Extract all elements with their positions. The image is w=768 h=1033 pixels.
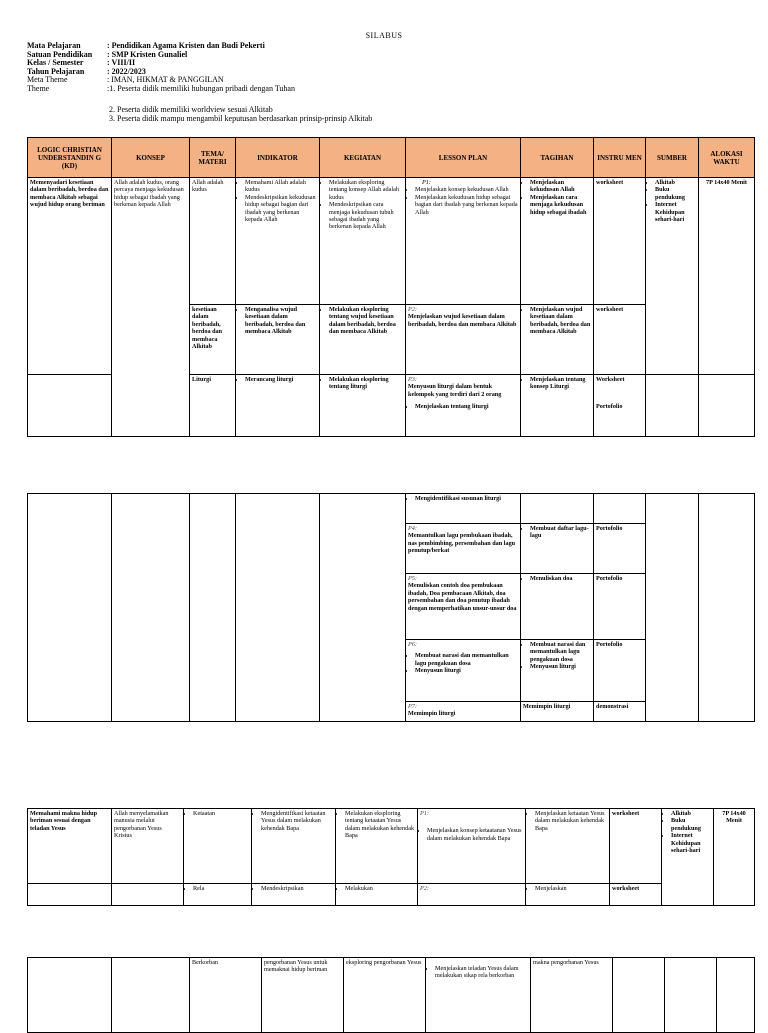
lesson-plan-cell: P2: [418,884,526,906]
lesson-plan-cell [406,375,521,437]
kegiatan-cell [336,809,418,884]
tema-cell: Berkorban [190,958,262,1033]
tema-cell [184,809,252,884]
list-item: • Melakukan eksploring tentang konsep Allah adalah kudus [329,179,403,201]
tema-cell: kesetiaan dalam beribadah, berdoa dan membaca Alkitab [190,305,236,375]
instrumen-cell-empty [594,494,646,524]
header-kd: LOGIC CHRISTIAN UNDERSTANDIN G (KD) [28,138,112,178]
lesson-plan-cell [406,494,521,524]
meta-value: :1. Peserta didik memiliki hubungan pribadi dengan Tuhan [107,83,295,93]
header-instrumen: INSTRU MEN [594,138,646,178]
kegiatan-cell-empty [320,494,406,722]
meta-row [27,85,295,94]
objective-line: 2. Peserta didik memiliki worldview sesuai Alkitab [109,105,273,114]
plan-code: P1: [420,810,429,817]
meta-label: Tahun Pelajaran [27,66,85,76]
tagihan-cell [521,178,594,305]
list-item: • Mendeskripsikan [261,885,333,892]
tema-cell: Allah adalah kudus [190,178,236,305]
tagihan-cell [521,574,594,640]
list-item: • Menjelaskan konsep kekudusan Allah [415,186,518,193]
lesson-plan-cell [406,305,521,375]
alokasi-cell: 7P 14x40 Menit [714,809,755,906]
tagihan-cell: Memimpin liturgi [521,702,594,722]
lesson-plan-cell [406,640,521,702]
lesson-plan-cell [406,178,521,305]
instrumen-cell: worksheet [610,809,662,884]
instrumen-cell [594,375,646,437]
sumber-cell-empty [646,494,699,722]
list-item: • Rela [193,885,249,892]
plan-code: P6: [408,641,417,648]
indikator-cell: pengorbanan Yesus untuk memaknai hidup beriman [262,958,344,1033]
list-item: • Mengidentifikasi ketaatan Yesus dalam melakukan kehendak Bapa [261,810,333,832]
kegiatan-cell [336,884,418,906]
konsep-cell-empty [112,494,190,722]
meta-value: : Pendidikan Agama Kristen dan Budi Pekerti [107,41,265,50]
syllabus-table-4 [27,957,755,1033]
instrumen-text: Portofolio [596,403,623,411]
instrumen-cell: worksheet [594,178,646,305]
list-item: • Membuat narasi dan memantulkan lagu pengakuan dosa [415,652,518,667]
header-indikator: INDIKATOR [236,138,320,178]
tagihan-cell [521,524,594,574]
list-item: • Buku pendukung [671,817,711,832]
konsep-cell: Allah menyelamatkan manusia melalui pengorbanan Yesus Kristus [112,809,184,884]
tema-cell: Liturgi [190,375,236,437]
document-title: SILABUS [365,31,403,40]
table-row [28,494,755,524]
kd-cell-empty [28,375,112,437]
meta-label: Satuan Pendidikan [27,49,93,59]
kd-cell-empty [28,884,112,906]
plan-code: P2: [408,306,417,313]
alokasi-cell-empty [717,958,755,1033]
meta-label: Theme [27,83,50,93]
tagihan-cell [521,640,594,702]
kegiatan-cell [320,375,406,437]
indikator-cell [252,884,336,906]
list-item: • Melakukan eksploring tentang ketaatan Yesus dalam melakukan kehendak Bapa [345,810,415,840]
tagihan-cell [521,375,594,437]
tagihan-cell-empty [521,494,594,524]
header-lesson-plan: LESSON PLAN [406,138,521,178]
kd-cell: Memahami makna hidup beriman sesuai dengan teladan Yesus [28,809,112,884]
list-item: • Menjelaskan kekudusan hidup sebagai bagian dari ibadah yang berkenan kepada Allah [415,194,518,216]
plan-text: Menjelaskan wujud kesetiaan dalam beribadah, berdoa dan membaca Alkitab [408,313,517,328]
header-alokasi: ALOKASI WAKTU [699,138,755,178]
list-item: • Mendeskripsikan cara menjaga kekudusan tubuh sebagai ibadah yang berkenan kepada Allah [329,201,403,231]
instrumen-cell: worksheet [610,884,662,906]
alokasi-cell-empty [699,494,755,722]
tema-cell [184,884,252,906]
list-item: • Melakukan eksploring tentang wujud kesetiaan dalam beribadah, berdoa dan membaca Alkitab [329,306,403,336]
table-row [28,884,755,906]
list-item: • Menjelaskan ketaatan Yesus dalam melakukan kehendak Bapa [535,810,607,832]
list-item: • Membuat narasi dan memantulkan lagu pengakuan dosa [530,641,591,663]
syllabus-table-2 [27,493,755,722]
lesson-plan-cell [406,574,521,640]
sumber-cell-empty [646,375,699,437]
table-row [28,178,755,305]
meta-value: : SMP Kristen Gunaliel [107,49,188,59]
meta-value: : VIII/II [107,58,136,68]
tagihan-cell [526,809,610,884]
indikator-cell [252,809,336,884]
plan-text: Menuliskan contoh doa pembukaan ibadah, Doa pembacaan Alkitab, doa persembahan dan doa penutup ibadah dengan memperhatikan unsur-unsur doa [408,582,517,612]
list-item: • Alkitab [671,810,711,817]
indikator-cell-empty [236,494,320,722]
alokasi-cell-empty [699,375,755,437]
list-item: • Menjelaskan teladan Yesus dalam melakukan sikap rela berkorban [435,965,528,980]
tagihan-cell [526,884,610,906]
list-item: • Buku pendukung [655,186,696,201]
meta-value: : 2022/2023 [107,66,146,76]
tagihan-cell [521,305,594,375]
sumber-cell [646,178,699,375]
kd-cell-empty [28,494,112,722]
lesson-plan-cell [406,524,521,574]
meta-label: Meta Theme [27,75,68,85]
syllabus-meta [27,42,295,94]
kegiatan-cell [320,178,406,305]
list-item: • Menyusun liturgi [530,663,591,670]
list-item: • Menjelaskan tentang konsep Liturgi [530,376,591,391]
tagihan-cell: makna pengorbanan Yesus [531,958,613,1033]
konsep-cell-empty [112,884,184,906]
meta-value: : IMAN, HIKMAT & PANGGILAN [107,75,224,85]
lesson-plan-cell [418,809,526,884]
list-item: • Mengidentifikasi susunan liturgi [415,495,518,502]
list-item: • Alkitab [655,179,696,186]
objective-line: 3. Peserta didik mampu mengambil keputusan berdasarkan prinsip-prinsip Alkitab [109,114,373,123]
list-item: • Menyusun liturgi [415,667,518,674]
kd-cell-empty [28,958,112,1033]
list-item: • Menjelaskan cara menjaga kekudusan hidup sebagai ibadah [530,194,591,216]
header-tema: TEMA/ MATERI [190,138,236,178]
sumber-cell [662,809,714,906]
list-item: • Merancang liturgi [245,376,317,383]
plan-code: P5: [408,575,417,582]
list-item: • Internet Kehidupan sehari-hari [655,201,696,223]
lesson-plan-cell [426,958,531,1033]
table-row [28,809,755,884]
instrumen-cell: Portofolio [594,574,646,640]
indikator-cell [236,375,320,437]
plan-code: P4: [408,525,417,532]
indikator-cell [236,178,320,305]
list-item: • Melakukan eksploring tentang liturgi [329,376,403,391]
list-item: • Membuat daftar lagu-lagu [530,525,591,540]
tema-cell-empty [190,494,236,722]
kd-cell: Memenyadari kesetiaan dalam beribadah, berdoa dan membaca Alkitab sebagai wujud hidup orang beriman [28,178,112,375]
plan-code: P3: [408,376,417,383]
plan-code: P1: [422,179,431,186]
list-item: • Menjelaskan konsep ketaatanan Yesus dalam melakukan kehendak Bapa [427,827,523,842]
header-tagihan: TAGIHAN [521,138,594,178]
kegiatan-cell: eksploring pengorbanan Yesus [344,958,426,1033]
list-item: • Menganalisa wujud kesetiaan dalam beribadah, berdoa dan membaca Alkitab [245,306,317,336]
instrumen-cell: Portofolio [594,524,646,574]
instrumen-cell-empty [613,958,665,1033]
list-item: • Mendeskripsikan kekudusan hidup sebagai bagian dari ibadah yang berkenan kepada Allah [245,194,317,224]
list-item: • Menjelaskan [535,885,607,892]
kegiatan-cell [320,305,406,375]
plan-text: Menyusun liturgi dalam bentuk kelompok yang terdiri dari 2 orang [408,383,502,398]
header-sumber: SUMBER [646,138,699,178]
list-item: • Menjelaskan kekudusan Allah [530,179,591,194]
list-item: • Melakukan [345,885,415,892]
indikator-cell [236,305,320,375]
konsep-cell: Allah adalah kudus, orang percaya menjaga kekudusan hidup sebagai ibadah yang berkenan kepada Allah [112,178,190,437]
list-item: • Internet Kehidupan sehari-hari [671,832,711,854]
instrumen-cell: worksheet [594,305,646,375]
instrumen-text: Worksheet [596,376,625,383]
list-item: • Ketaatan [193,810,249,817]
syllabus-table-3 [27,808,755,906]
alokasi-cell: 7P 14x40 Menit [699,178,755,375]
header-kegiatan: KEGIATAN [320,138,406,178]
syllabus-table-1 [27,137,755,437]
list-item: • Menuliskan doa [530,575,591,582]
lesson-plan-cell [406,702,521,722]
table-header-row [28,138,755,178]
plan-text: Memimpin liturgi [408,710,456,718]
header-konsep: KONSEP [112,138,190,178]
list-item: • Memahami Allah adalah kudus [245,179,317,194]
list-item: • Menjelaskan tentang liturgi [415,403,518,410]
instrumen-cell: demonstrasi [594,702,646,722]
plan-text: Memantulkan lagu pembukaan ibadah, nas pembimbing, persembahan dan lagu penutup/berkat [408,532,516,555]
plan-code: P7: [408,703,417,710]
list-item: • Menjelaskan wujud kesetiaan dalam beribadah, berdoa dan membaca Alkitab [530,306,591,336]
meta-label: Kelas / Semester [27,58,84,68]
konsep-cell-empty [112,958,190,1033]
sumber-cell-empty [665,958,717,1033]
instrumen-cell: Portofolio [594,640,646,702]
table-row [28,958,755,1033]
meta-label: Mata Pelajaran [27,41,81,50]
